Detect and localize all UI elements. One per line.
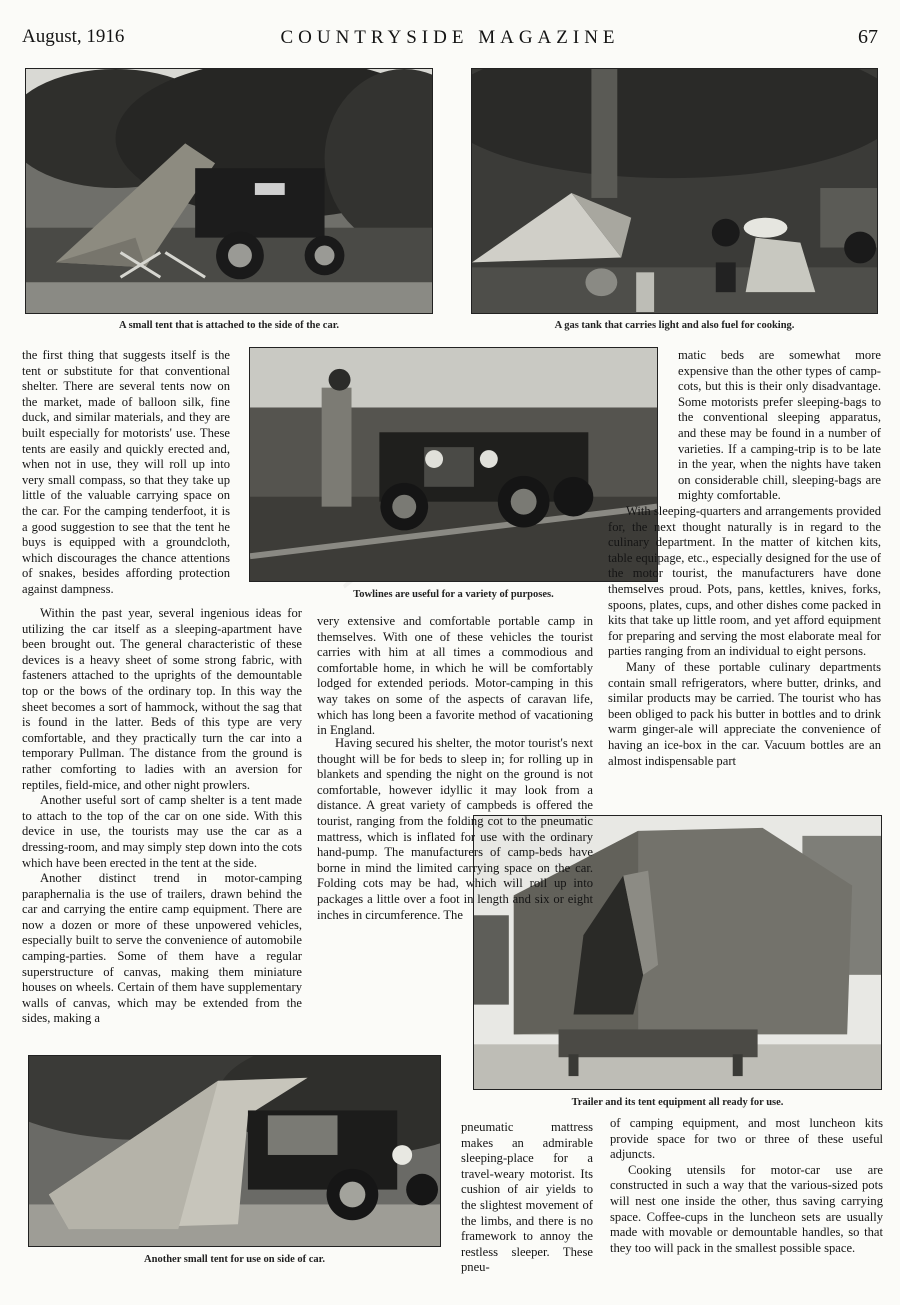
column-2-bottom [461,1120,593,1276]
caption-towlines: Towlines are useful for a variety of purposes. [353,589,554,600]
column-1-paragraph-4: Another distinct trend in motor-camping paraphernalia is the use of trailers, drawn behind the car and carrying the entire camp equipment. There are now a dozen or more of these unpowered vehicles, especially built to serve the convenience of automobile camping-parties. Some of them have a regular superstructure of canvas, making them miniature houses on wheels. Certain of them have supplementary walls of canvas, which may be extended from the sides, making a [22,871,302,1026]
column-2-middle [317,736,593,923]
photo-gas-tank [471,68,878,314]
page-number: 67 [858,26,878,48]
column-3-paragraph-3: Many of these portable culinary departments contain small refrigerators, where butter, drinks, and similar products may be carried. The tourist who has been obliged to pack his butter in bottles and to drink warm ginger-ale will appreciate the convenience of having an ice-box in the car. Vacuum bottles are an almost indispensable part [608,659,881,768]
page-header [22,26,878,54]
photo-another-tent [28,1055,441,1247]
caption-trailer-tent: Trailer and its tent equipment all ready for use. [571,1097,784,1108]
magazine-title: COUNTRYSIDE MAGAZINE [280,27,620,48]
column-3-bottom [610,1116,883,1256]
column-1-paragraph-1: the first thing that suggests itself is the tent or substitute for that conventional shelter. There are several tents now on the market, made of balloon silk, fine duck, and similar materials, and they are built especially for motorists' use. These tents are easily and quickly erected and, when not in use, they will roll up into very small compass, so that they take up little of the valuable carrying space on the car. For the camping tenderfoot, it is a good suggestion to see that the tent he buys is equipped with a groundcloth, which discourages the chance attentions of snakes, besides affording protection against dampness. [22,348,230,596]
column-3-middle [608,504,881,769]
photo-small-tent-car [25,68,433,314]
column-2-paragraph-1: very extensive and comfortable portable camp in themselves. With one of these vehicles the tourist carries with him at all times a commodious and comfortable home, in which he will be comfortably lodged for extended periods. Motor-camping in this way takes on some of the aspects of caravan life, which has long been a favorite method of vacationing in England. [317,614,593,738]
column-3-upper [678,348,881,504]
column-2-paragraph-3: pneumatic mattress makes an admirable sleeping-place for a travel-weary motorist. Its cushion of air yields to the slightest movement of the limbs, and there is no framework to annoy the restless sleeper. These pneu- [461,1120,593,1275]
photo-towlines [249,347,658,582]
column-3-paragraph-2: With sleeping-quarters and arrangements provided for, the next thought naturally is in regard to the culinary department. In the matter of kitchen kits, table equipage, etc., especially designed for the use of the motor tourist, the manufacturers have done themselves proud. Pots, pans, kettles, knives, forks, spoons, plates, cups, and other dishes come packed in kits that take up little room, and yet afford equipment for preparing and serving the most elaborate meal for parties ranging from an individual to eight persons. [608,504,881,659]
column-1-lower [22,606,302,1027]
column-3-paragraph-4: of camping equipment, and most luncheon kits provide space for two or three of these useful adjuncts. [610,1116,883,1162]
column-2-paragraph-2: Having secured his shelter, the motor tourist's next thought will be for beds to sleep in; for rolling up in blankets and spending the night on the ground is not comfortable, however idyllic it may look from a distance. A great variety of campbeds is offered the tourist, ranging from the folding cot to the pneumatic mattress, which is inflated for use with the ordinary hand-pump. The manufacturers of camp-beds have borne in mind the limited carrying space on the car. Folding cots may be had, which will roll up into packages a little over a foot in length and six or eight inches in circumference. The [317,736,593,922]
caption-small-tent-car: A small tent that is attached to the side of the car. [118,320,340,331]
column-2-upper [317,614,593,739]
caption-gas-tank: A gas tank that carries light and also fuel for cooking. [554,320,795,331]
column-1-top [22,348,230,598]
column-3-paragraph-1: matic beds are somewhat more expensive than the other types of camp-cots, but this is their only disadvantage. Some motorists prefer sleeping-bags to the conventional sleeping apparatus, and these may be found in a number of varieties. If a camping-trip is to be late in the year, when the nights have taken on considerable chill, sleeping-bags are mighty comfortable. [678,348,881,503]
column-1-paragraph-3: Another useful sort of camp shelter is a tent made to attach to the top of the car on one side. With this device in use, the tourists may use the car as a dressing-room, and may simply step down into the cots which have been erected in the tent at the side. [22,793,302,870]
column-1-paragraph-2: Within the past year, several ingenious ideas for utilizing the car itself as a sleeping-apartment have been brought out. The general characteristic of these devices is a heavy sheet of some strong fabric, with fasteners attached to the uprights of the demountable top or the bows of the ordinary top. In this way the sheet becomes a sort of hammock, without the sag that is found in the latter. Beds of this type are very comfortable, and they practically turn the car into a temporary Pullman. The distance from the ground is rather comforting to ladies with an aversion for reptiles, field-mice, and other night prowlers. [22,606,302,792]
column-3-paragraph-5: Cooking utensils for motor-car use are constructed in such a way that the various-sized pots will nest one inside the other, thus saving carrying space. Coffee-cups in the luncheon sets are usually made with movable or demountable handles, so that they too will pack in the smallest possible space. [610,1162,883,1255]
caption-another-tent: Another small tent for use on side of car. [144,1254,325,1265]
issue-date: August, 1916 [22,26,125,47]
